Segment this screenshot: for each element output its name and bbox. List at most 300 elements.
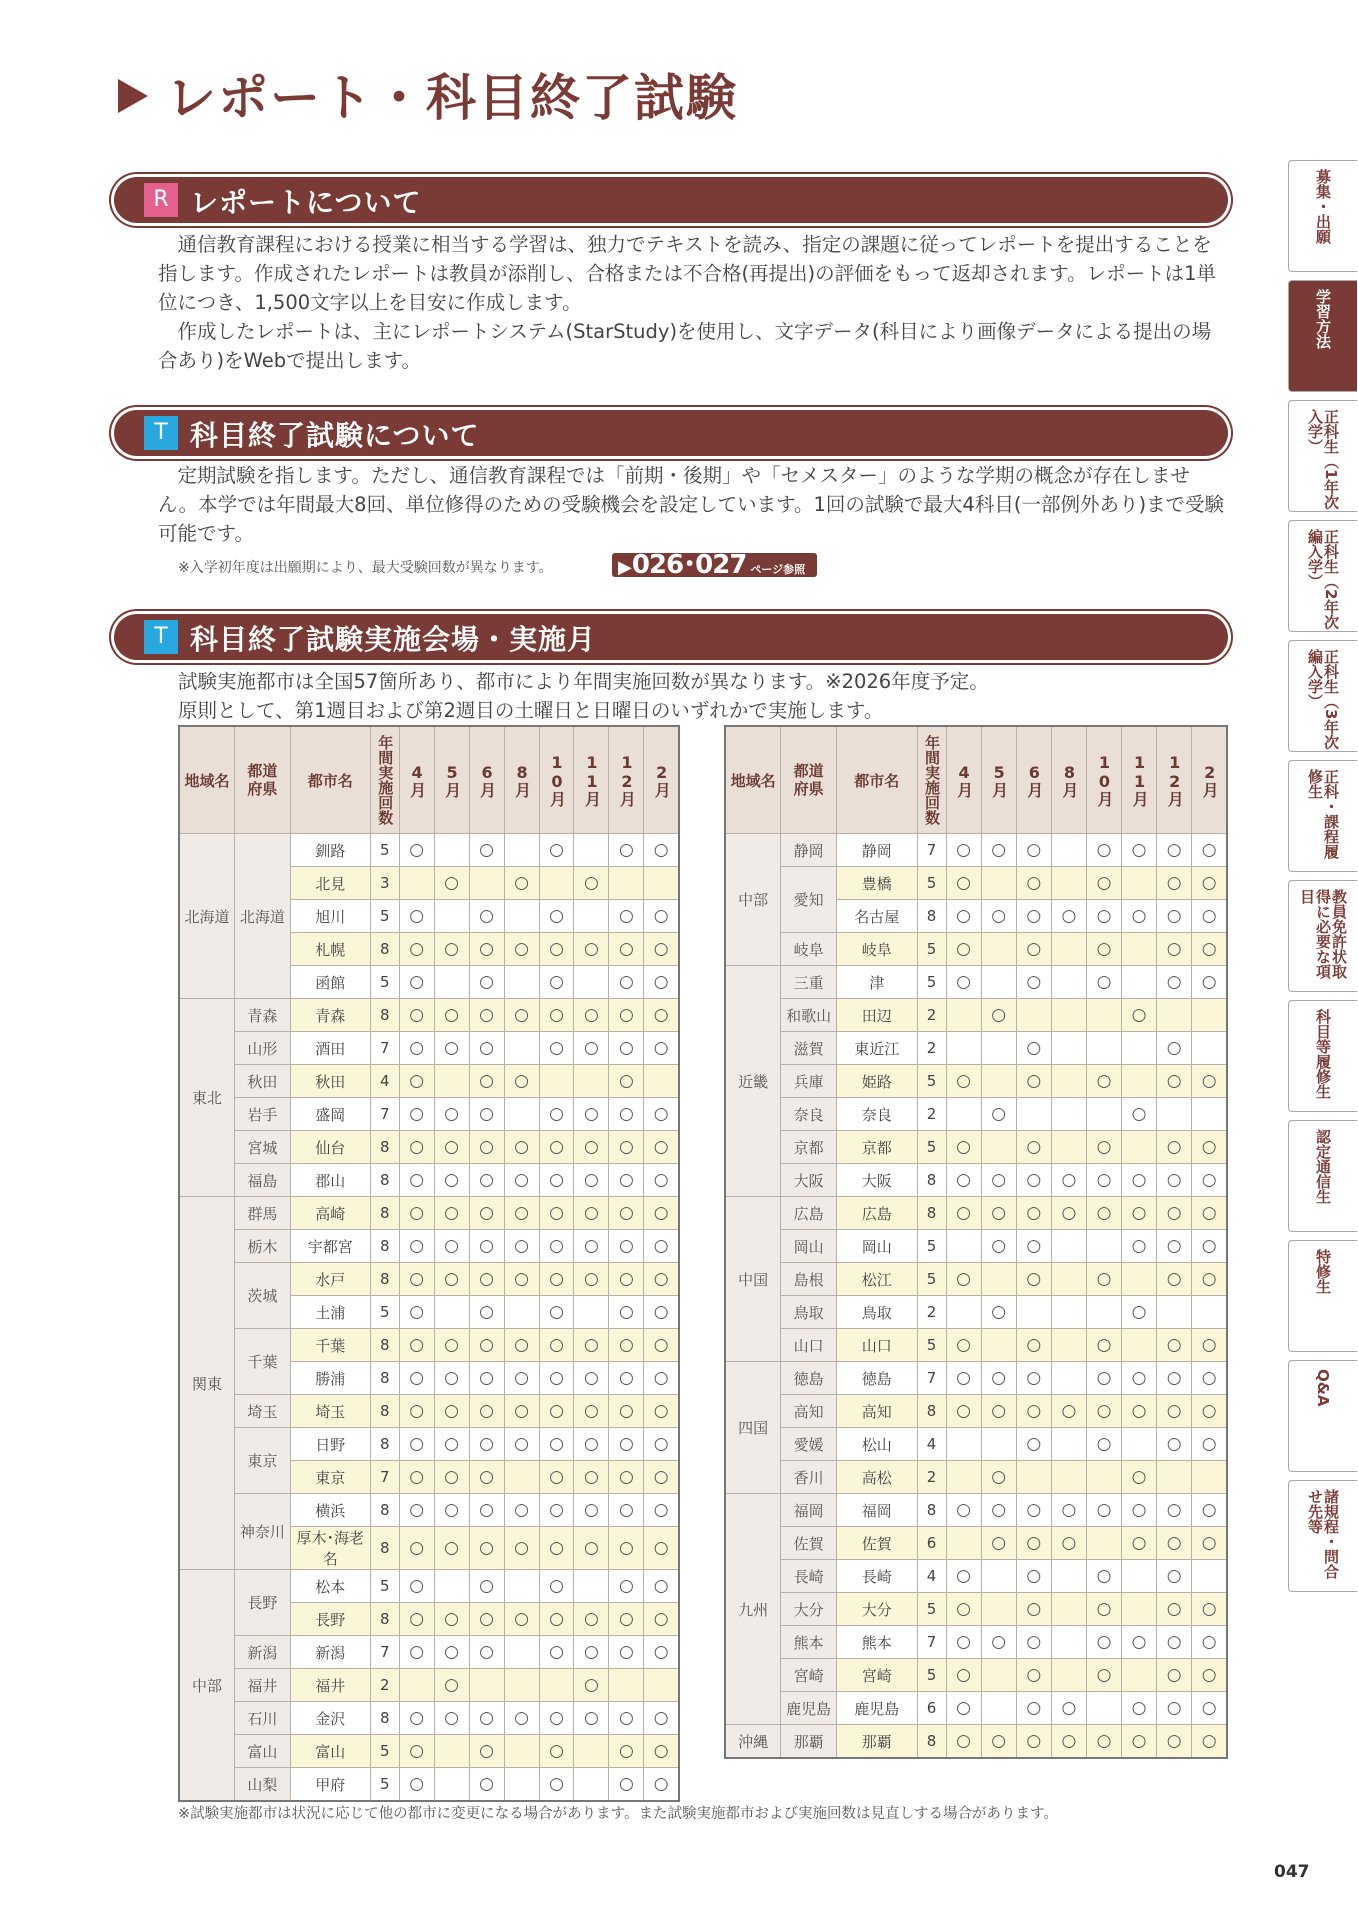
side-tab-label: 認定通信生 [1314,1129,1332,1204]
month-mark: ○ [399,1570,434,1603]
month-mark: ○ [1192,1527,1227,1560]
header-region: 地域名 [725,726,781,834]
month-mark [1051,1032,1086,1065]
month-mark [1051,1461,1086,1494]
side-tab[interactable] [1288,1360,1357,1472]
month-mark: ○ [1086,1560,1121,1593]
month-mark: ○ [981,999,1016,1032]
table-row [725,1527,1227,1560]
month-mark: ○ [644,1230,679,1263]
city-cell: 釧路 [290,834,370,867]
month-mark [946,1461,981,1494]
month-mark: ○ [946,1659,981,1692]
header-month: 4月 [399,726,434,834]
month-mark: ○ [1086,1362,1121,1395]
month-mark: ○ [574,1263,609,1296]
month-mark: ○ [946,1626,981,1659]
city-cell: 松江 [837,1263,918,1296]
month-mark: ○ [1086,900,1121,933]
month-mark [946,1230,981,1263]
table-row [179,1065,679,1098]
month-mark: ○ [504,933,539,966]
month-mark: ○ [574,1164,609,1197]
count-cell: 2 [917,999,946,1032]
city-cell: 岡山 [837,1230,918,1263]
month-mark [609,867,644,900]
month-mark: ○ [981,1494,1016,1527]
month-mark: ○ [574,1603,609,1636]
side-tab-label: 学習方法 [1314,289,1332,349]
month-mark [946,1032,981,1065]
month-mark: ○ [399,1032,434,1065]
city-cell: 福岡 [837,1494,918,1527]
count-cell: 3 [370,867,399,900]
month-mark: ○ [644,1603,679,1636]
city-cell: 宇都宮 [290,1230,370,1263]
month-mark: ○ [981,1296,1016,1329]
prefecture-cell: 那覇 [781,1725,837,1759]
month-mark: ○ [1157,1032,1192,1065]
side-tab[interactable] [1288,1120,1357,1232]
month-mark: ○ [1157,1362,1192,1395]
month-mark: ○ [609,1395,644,1428]
month-mark [1122,1263,1157,1296]
table-row [179,1263,679,1296]
month-mark: ○ [1051,1197,1086,1230]
month-mark [539,1065,574,1098]
count-cell: 8 [370,1197,399,1230]
header-month: 11月 [1122,726,1157,834]
month-mark: ○ [1086,1593,1121,1626]
month-mark: ○ [644,1494,679,1527]
header-region: 地域名 [179,726,235,834]
month-mark [1122,867,1157,900]
side-tab-label: 正科生（2年次編入学） [1306,529,1340,630]
month-mark [574,1296,609,1329]
month-mark: ○ [434,1428,469,1461]
month-mark [981,1428,1016,1461]
prefecture-cell: 山口 [781,1329,837,1362]
month-mark: ○ [574,1197,609,1230]
month-mark: ○ [981,1362,1016,1395]
side-tab[interactable] [1288,280,1357,392]
city-cell: 厚木･海老名 [290,1527,370,1570]
month-mark: ○ [1122,1395,1157,1428]
month-mark: ○ [644,1296,679,1329]
month-mark: ○ [609,1164,644,1197]
month-mark: ○ [946,1362,981,1395]
month-mark: ○ [504,1263,539,1296]
month-mark: ○ [434,1164,469,1197]
month-mark: ○ [399,966,434,999]
month-mark: ○ [434,1603,469,1636]
month-mark: ○ [434,1461,469,1494]
paragraph: 定期試験を指します。ただし、通信教育課程では「前期・後期」や「セメスター」のような学期の概念が存在しません。本学では年間最大8回、単位修得のための受験機会を設定しています。1回の試験で最大4科目(一部例外あり)まで受験可能です。 [158,464,1225,545]
footnote: ※試験実施都市は状況に応じて他の都市に変更になる場合があります。また試験実施都市および実施回数は見直しする場合があります。 [178,1806,1058,1822]
table-row [179,1164,679,1197]
header-month: 5月 [434,726,469,834]
month-mark [1122,933,1157,966]
month-mark: ○ [609,1065,644,1098]
city-cell: 東京 [290,1461,370,1494]
month-mark: ○ [609,1735,644,1768]
month-mark: ○ [644,1131,679,1164]
month-mark [574,1065,609,1098]
table-row [179,999,679,1032]
month-mark: ○ [469,1428,504,1461]
region-cell: 東北 [179,999,235,1197]
month-mark: ○ [399,1329,434,1362]
prefecture-cell: 香川 [781,1461,837,1494]
month-mark: ○ [644,900,679,933]
month-mark: ○ [609,900,644,933]
prefecture-cell: 滋賀 [781,1032,837,1065]
table-row [725,1626,1227,1659]
header-month: 10月 [1086,726,1121,834]
month-mark: ○ [1157,1527,1192,1560]
month-mark: ○ [981,1725,1016,1759]
side-tab-label: 特修生 [1314,1249,1332,1294]
month-mark: ○ [1016,933,1051,966]
month-mark: ○ [469,966,504,999]
month-mark: ○ [504,1197,539,1230]
month-mark [1122,966,1157,999]
month-mark: ○ [399,933,434,966]
month-mark: ○ [1086,1164,1121,1197]
month-mark [1122,1065,1157,1098]
month-mark [434,1570,469,1603]
month-mark [574,900,609,933]
month-mark [434,900,469,933]
month-mark: ○ [1016,1428,1051,1461]
prefecture-cell: 長野 [235,1570,291,1636]
side-tab[interactable] [1288,1480,1357,1592]
month-mark [1051,1593,1086,1626]
month-mark: ○ [644,966,679,999]
month-mark: ○ [644,933,679,966]
prefecture-cell: 富山 [235,1735,291,1768]
month-mark [399,867,434,900]
month-mark: ○ [504,1494,539,1527]
header-month: 2月 [644,726,679,834]
month-mark [469,1669,504,1702]
month-mark [1086,1296,1121,1329]
month-mark: ○ [504,1428,539,1461]
month-mark: ○ [539,966,574,999]
month-mark: ○ [399,1164,434,1197]
month-mark: ○ [1016,1197,1051,1230]
month-mark: ○ [504,867,539,900]
month-mark [434,834,469,867]
month-mark: ○ [1122,1494,1157,1527]
city-cell: 盛岡 [290,1098,370,1131]
month-mark: ○ [644,1098,679,1131]
side-tab[interactable] [1288,1240,1357,1352]
month-mark: ○ [1016,1659,1051,1692]
month-mark: ○ [1157,1395,1192,1428]
month-mark: ○ [1192,1494,1227,1527]
month-mark: ○ [469,933,504,966]
month-mark [504,1570,539,1603]
month-mark: ○ [1086,1428,1121,1461]
prefecture-cell: 鳥取 [781,1296,837,1329]
table-row [725,834,1227,867]
table-row [179,1428,679,1461]
month-mark [1051,1098,1086,1131]
month-mark: ○ [574,1428,609,1461]
month-mark: ○ [644,1197,679,1230]
side-tab[interactable] [1288,640,1357,752]
month-mark [1086,1230,1121,1263]
city-cell: 山口 [837,1329,918,1362]
count-cell: 7 [370,1098,399,1131]
count-cell: 7 [917,834,946,867]
month-mark: ○ [399,1603,434,1636]
side-tab[interactable] [1288,160,1357,272]
month-mark: ○ [1016,834,1051,867]
prefecture-cell: 岡山 [781,1230,837,1263]
table-row [725,1593,1227,1626]
month-mark: ○ [1192,1626,1227,1659]
city-cell: 函館 [290,966,370,999]
city-cell: 旭川 [290,900,370,933]
city-cell: 熊本 [837,1626,918,1659]
arrow-icon: ▶ [618,557,632,578]
month-mark [1051,1560,1086,1593]
month-mark: ○ [1122,1098,1157,1131]
table-row [179,834,679,867]
month-mark: ○ [574,1494,609,1527]
city-cell: 酒田 [290,1032,370,1065]
month-mark: ○ [1051,900,1086,933]
prefecture-cell: 福島 [235,1164,291,1197]
city-cell: 徳島 [837,1362,918,1395]
month-mark: ○ [574,1362,609,1395]
city-cell: 横浜 [290,1494,370,1527]
side-tab[interactable] [1288,880,1357,992]
count-cell: 8 [917,1395,946,1428]
month-mark: ○ [399,1428,434,1461]
month-mark: ○ [1051,1494,1086,1527]
header-count: 年間実施回数 [370,726,399,834]
month-mark: ○ [644,1329,679,1362]
month-mark: ○ [504,1164,539,1197]
month-mark: ○ [1051,1692,1086,1725]
month-mark: ○ [574,1329,609,1362]
prefecture-cell: 島根 [781,1263,837,1296]
month-mark: ○ [1157,1329,1192,1362]
month-mark [1086,1098,1121,1131]
side-tab[interactable] [1288,400,1357,512]
table-row [179,1570,679,1603]
city-cell: 土浦 [290,1296,370,1329]
month-mark: ○ [539,1296,574,1329]
table-row [179,1032,679,1065]
side-tab[interactable] [1288,760,1357,872]
month-mark: ○ [434,1263,469,1296]
prefecture-cell: 和歌山 [781,999,837,1032]
month-mark: ○ [1157,1131,1192,1164]
count-cell: 8 [370,1428,399,1461]
venue-intro [178,667,989,725]
month-mark [504,834,539,867]
city-cell: 名古屋 [837,900,918,933]
count-cell: 5 [917,1329,946,1362]
month-mark: ○ [1122,1230,1157,1263]
month-mark [981,1131,1016,1164]
month-mark: ○ [1016,1626,1051,1659]
month-mark [1122,1593,1157,1626]
table-row [725,1329,1227,1362]
month-mark: ○ [1016,966,1051,999]
month-mark: ○ [644,1702,679,1735]
month-mark [1122,1659,1157,1692]
month-mark: ○ [1157,966,1192,999]
month-mark: ○ [469,834,504,867]
month-mark: ○ [434,1131,469,1164]
month-mark [574,1570,609,1603]
month-mark: ○ [1157,1626,1192,1659]
month-mark [1016,999,1051,1032]
prefecture-cell: 千葉 [235,1329,291,1395]
month-mark: ○ [1122,1164,1157,1197]
side-tab-label: 教員免許状取得に必要な項目 [1298,889,1348,979]
month-mark: ○ [609,1702,644,1735]
month-mark [1051,1362,1086,1395]
month-mark: ○ [1016,1692,1051,1725]
section-header-venue [114,614,1228,660]
month-mark: ○ [399,1065,434,1098]
region-cell: 関東 [179,1197,235,1570]
month-mark: ○ [981,1626,1016,1659]
city-cell: 京都 [837,1131,918,1164]
month-mark: ○ [1016,900,1051,933]
prefecture-cell: 熊本 [781,1626,837,1659]
month-mark: ○ [574,999,609,1032]
month-mark: ○ [609,1362,644,1395]
month-mark: ○ [539,1527,574,1570]
month-mark: ○ [1086,1197,1121,1230]
month-mark [1157,999,1192,1032]
month-mark: ○ [1192,1164,1227,1197]
month-mark: ○ [434,1702,469,1735]
side-tab[interactable] [1288,520,1357,632]
month-mark [644,1065,679,1098]
month-mark: ○ [644,1395,679,1428]
month-mark: ○ [504,1065,539,1098]
side-tab-label: 正科生（1年次入学） [1306,409,1340,510]
prefecture-cell: 福岡 [781,1494,837,1527]
count-cell: 7 [370,1461,399,1494]
month-mark: ○ [1192,1197,1227,1230]
month-mark: ○ [1016,1131,1051,1164]
header-month: 12月 [1157,726,1192,834]
triangle-icon [118,79,148,113]
prefecture-cell: 大分 [781,1593,837,1626]
count-cell: 8 [370,933,399,966]
month-mark: ○ [434,1329,469,1362]
month-mark: ○ [1122,1725,1157,1759]
month-mark: ○ [609,1230,644,1263]
header-pref: 都道府県 [781,726,837,834]
prefecture-cell: 青森 [235,999,291,1032]
month-mark: ○ [946,1560,981,1593]
page-reference[interactable] [612,550,817,580]
count-cell: 5 [917,966,946,999]
count-cell: 7 [370,1032,399,1065]
prefecture-cell: 徳島 [781,1362,837,1395]
region-cell: 中国 [725,1197,781,1362]
month-mark: ○ [399,1362,434,1395]
month-mark [1157,1296,1192,1329]
prefecture-cell: 東京 [235,1428,291,1494]
count-cell: 8 [370,1329,399,1362]
city-cell: 那覇 [837,1725,918,1759]
city-cell: 高知 [837,1395,918,1428]
month-mark [1051,1329,1086,1362]
month-mark: ○ [469,1362,504,1395]
month-mark: ○ [504,1131,539,1164]
month-mark [1051,999,1086,1032]
month-mark: ○ [1192,867,1227,900]
month-mark: ○ [609,1296,644,1329]
city-cell: 勝浦 [290,1362,370,1395]
region-cell: 北海道 [179,834,235,999]
region-cell: 中部 [725,834,781,966]
month-mark: ○ [946,1494,981,1527]
count-cell: 8 [917,1164,946,1197]
month-mark [1086,1032,1121,1065]
month-mark: ○ [469,1032,504,1065]
month-mark: ○ [1192,1692,1227,1725]
table-row [725,1197,1227,1230]
month-mark: ○ [946,966,981,999]
table-row [179,1197,679,1230]
month-mark: ○ [1157,1197,1192,1230]
month-mark [504,1735,539,1768]
count-cell: 4 [370,1065,399,1098]
table-row [725,1296,1227,1329]
city-cell: 金沢 [290,1702,370,1735]
month-mark [1192,1296,1227,1329]
region-cell: 九州 [725,1494,781,1725]
month-mark [504,900,539,933]
count-cell: 8 [370,1494,399,1527]
month-mark [946,1428,981,1461]
count-cell: 5 [370,1735,399,1768]
count-cell: 4 [917,1560,946,1593]
side-tab[interactable] [1288,1000,1357,1112]
month-mark: ○ [946,900,981,933]
month-mark: ○ [574,1461,609,1494]
month-mark: ○ [539,1197,574,1230]
month-mark [981,966,1016,999]
prefecture-cell: 鹿児島 [781,1692,837,1725]
prefecture-cell: 秋田 [235,1065,291,1098]
count-cell: 8 [370,1230,399,1263]
month-mark: ○ [539,1164,574,1197]
month-mark [981,1692,1016,1725]
month-mark: ○ [644,1461,679,1494]
month-mark: ○ [609,933,644,966]
table-row [725,1131,1227,1164]
month-mark [1051,1659,1086,1692]
month-mark: ○ [1192,1395,1227,1428]
section-title: 科目終了試験実施会場・実施月 [190,623,597,656]
header-month: 2月 [1192,726,1227,834]
intro-line: 原則として、第1週目および第2週目の土曜日と日曜日のいずれかで実施します。 [178,699,884,722]
month-mark: ○ [399,1494,434,1527]
